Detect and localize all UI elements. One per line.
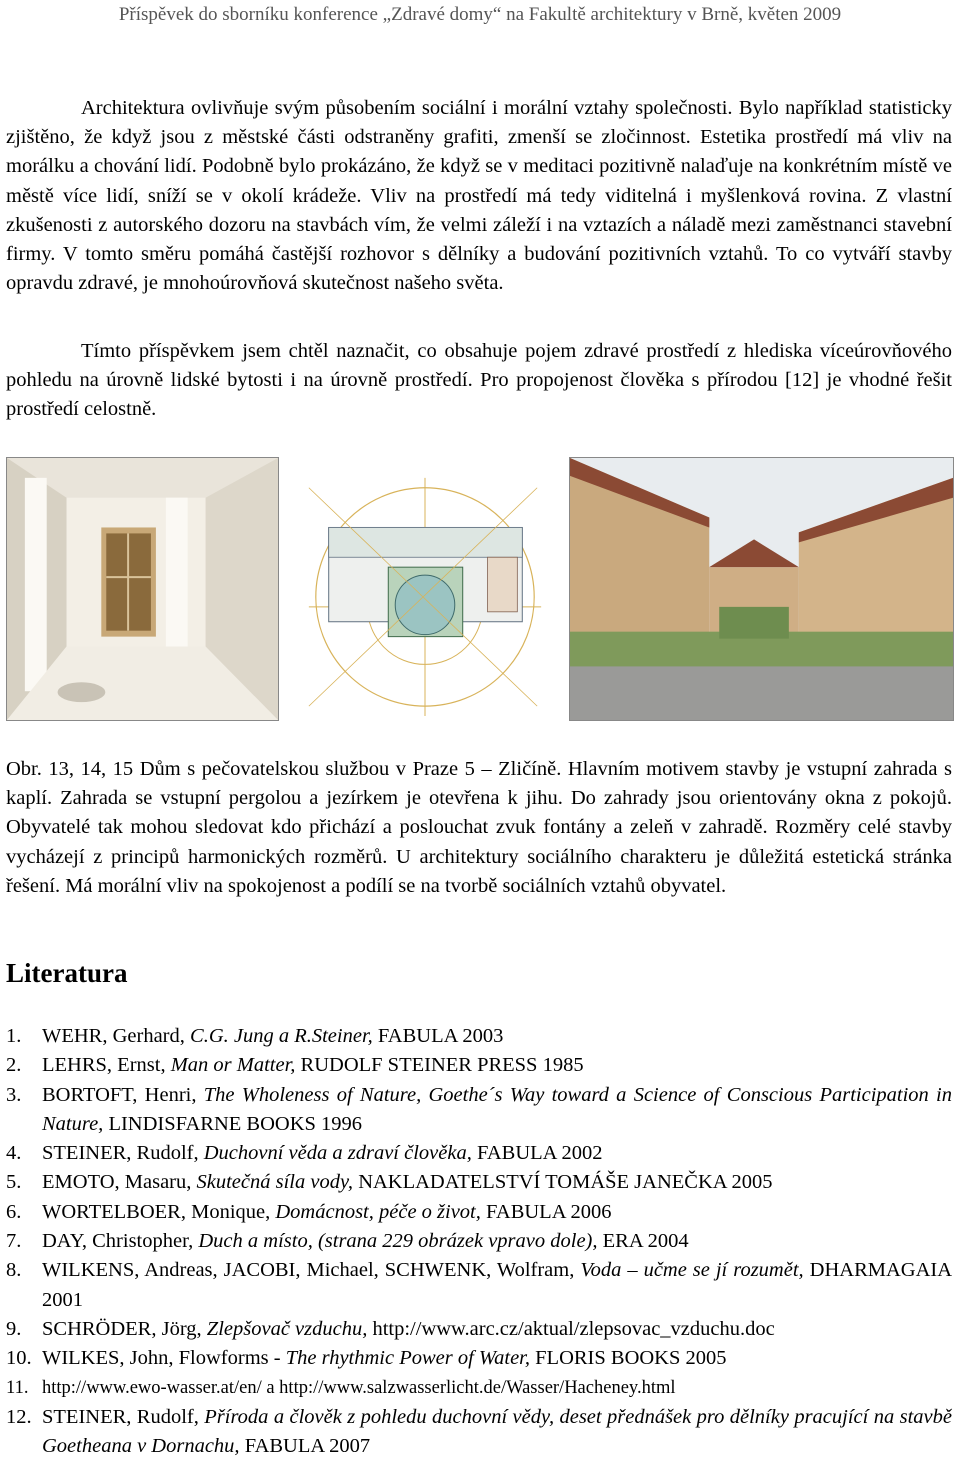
reference-item: 9. SCHRÖDER, Jörg, Zlepšovač vzduchu, http://www.arc.cz/aktual/zlepsovac_vzduchu.doc bbox=[6, 1317, 775, 1340]
photo-interior bbox=[6, 457, 279, 721]
reference-list bbox=[6, 1022, 952, 1461]
interior-image bbox=[7, 458, 278, 720]
reference-item: 12. STEINER, Rudolf, Příroda a člověk z pohledu duchovní vědy, deset přednášek pro dělníky pracující na stavbě Goetheana v Dornachu, FABULA 2007 bbox=[6, 1405, 953, 1458]
reference-item: 4. STEINER, Rudolf, Duchovní věda a zdraví člověka, FABULA 2002 bbox=[6, 1142, 603, 1165]
plan-drawing-image bbox=[289, 458, 561, 720]
reference-item: 8. WILKENS, Andreas, JACOBI, Michael, SCHWENK, Wolfram, Voda – učme se jí rozumět, DHARMAGAIA 2001 bbox=[6, 1259, 953, 1311]
reference-item: 1. WEHR, Gerhard, C.G. Jung a R.Steiner, FABULA 2003 bbox=[6, 1025, 504, 1047]
running-header: Příspěvek do sborníku konference „Zdravé domy“ na Fakultě architektury v Brně, květen 2009 bbox=[118, 4, 842, 25]
photo-exterior bbox=[569, 457, 954, 721]
literature-heading: Literatura bbox=[6, 958, 128, 988]
reference-item: 11. http://www.ewo-wasser.at/en/ a http://www.salzwasserlicht.de/Wasser/Hacheney.html bbox=[6, 1377, 676, 1398]
figure-row bbox=[6, 457, 954, 723]
reference-item: 7. DAY, Christopher, Duch a místo, (strana 229 obrázek vpravo dole), ERA 2004 bbox=[6, 1230, 689, 1253]
reference-item: 2. LEHRS, Ernst, Man or Matter, RUDOLF STEINER PRESS 1985 bbox=[6, 1054, 584, 1077]
reference-item: 3. BORTOFT, Henri, The Wholeness of Nature, Goethe´s Way toward a Science of Conscious Participation in Nature, LINDISFARNE BOOKS 1996 bbox=[6, 1083, 952, 1135]
plan-drawing bbox=[288, 457, 562, 721]
reference-item: 6. WORTELBOER, Monique, Domácnost, péče o život, FABULA 2006 bbox=[6, 1200, 612, 1223]
body-paragraph-2: Tímto příspěvkem jsem chtěl naznačit, co obsahuje pojem zdravé prostředí z hlediska víceúrovňového pohledu na úrovně lidské bytosti i na úrovně prostředí. Pro propojenost člověka s přírodou [12] je vhodné řešit prostředí celostně. bbox=[6, 340, 952, 421]
figure-caption: Obr. 13, 14, 15 Dům s pečovatelskou službou v Praze 5 – Zličíně. Hlavním motivem stavby je vstupní zahrada s kaplí. Zahrada se vstupní pergolou a jezírkem je otevřena k jihu. Do zahrady jsou orientovány okna z pokojů. Obyvatelé tak mohou sledovat kdo přichází a poslouchat zvuk fontány a zeleň v zahradě. Rozměry celé stavby vycházejí z principů harmonických rozměrů. U architektury sociálního charakteru je důležitá estetická stránka řešení. Má morální vliv na spokojenost a podílí se na tvorbě sociálních vztahů obyvatel. bbox=[6, 758, 952, 897]
reference-item: 10. WILKES, John, Flowforms - The rhythmic Power of Water, FLORIS BOOKS 2005 bbox=[6, 1347, 727, 1370]
exterior-image bbox=[570, 458, 953, 720]
body-paragraph-1: Architektura ovlivňuje svým působením sociální i morální vztahy společnosti. Bylo například statisticky zjištěno, že když jsou z městské části odstraněny grafiti, zmenší se zločinnost. Estetika prostředí má vliv na morálku a chování lidí. Podobně bylo prokázáno, že když se v meditaci pozitivně nalaďuje na konkrétním místě ve městě více lidí, sníží se v okolí krádeže. Vliv na prostředí má tedy viditelná i myšlenková rovina. Z vlastní zkušenosti z autorského dozoru na stavbách vím, že velmi záleží i na vztazích a náladě mezi zaměstnanci stavební firmy. V tomto směru pomáhá častější rozhovor s dělníky a budování pozitivních vztahů. To co vytváří stavby opravdu zdravé, je mnohoúrovňová skutečnost našeho světa. bbox=[6, 97, 952, 295]
reference-item: 5. EMOTO, Masaru, Skutečná síla vody, NAKLADATELSTVÍ TOMÁŠE JANEČKA 2005 bbox=[6, 1171, 773, 1194]
